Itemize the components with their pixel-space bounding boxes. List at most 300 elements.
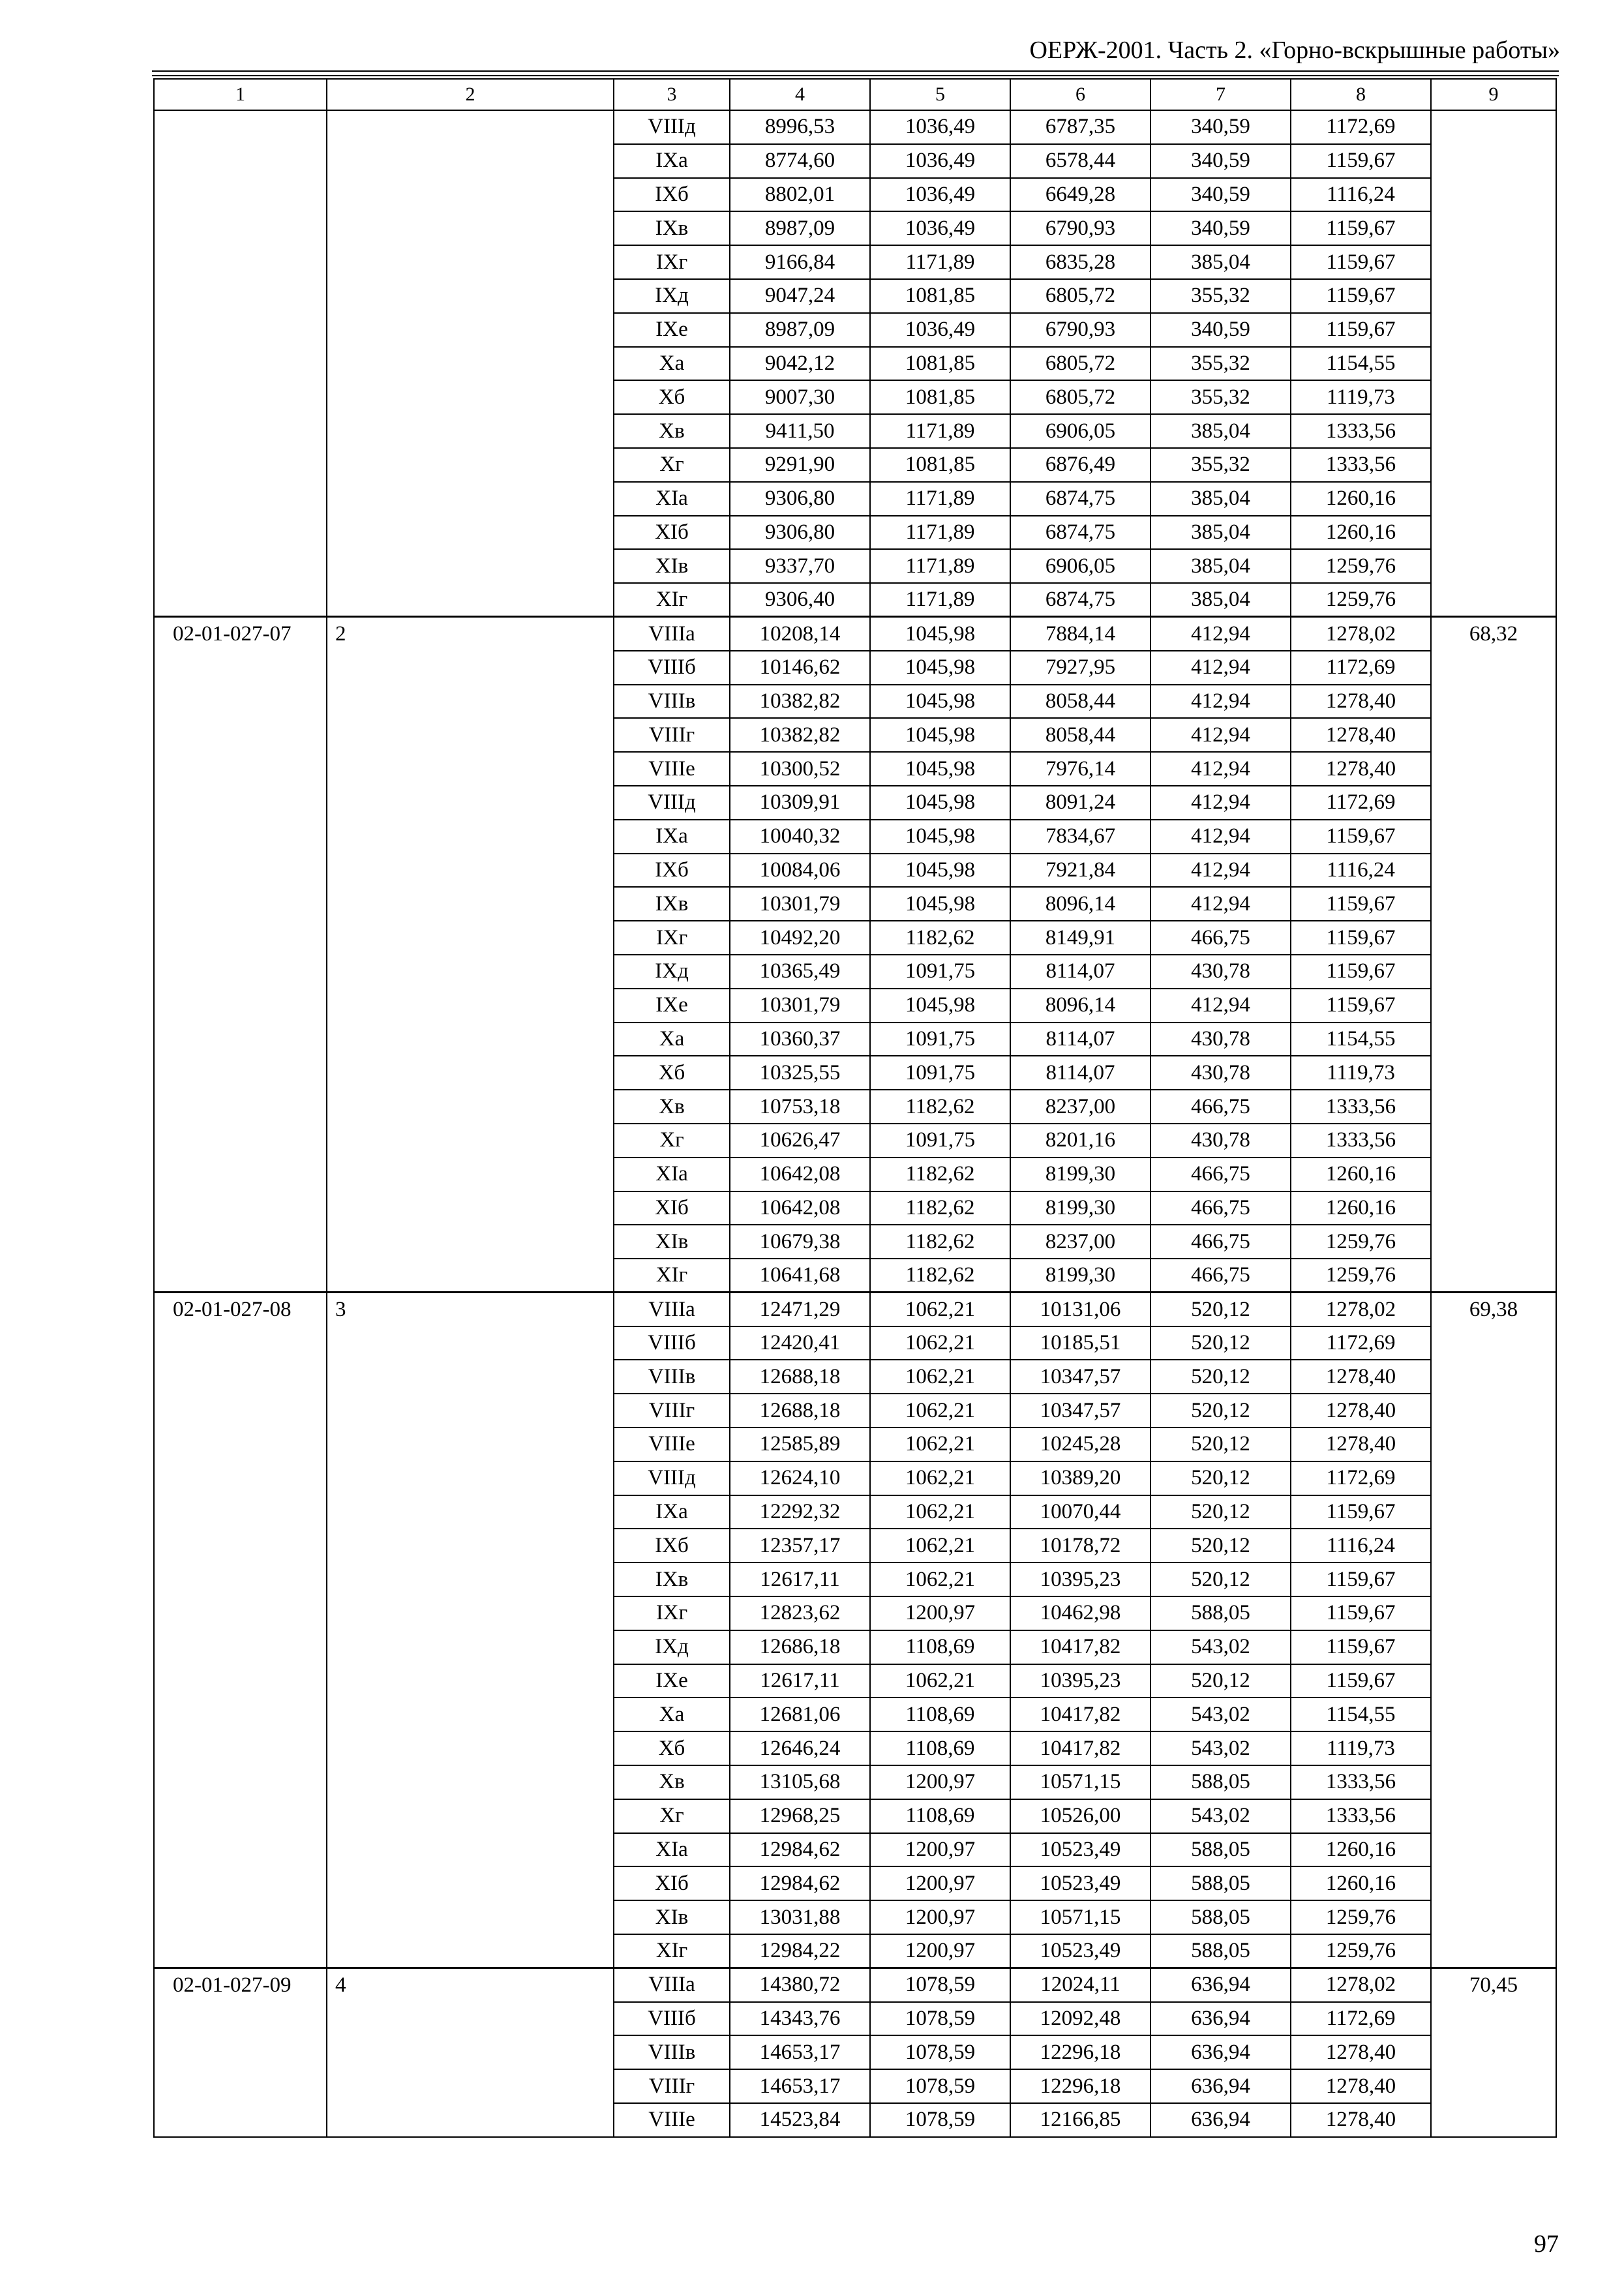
value-cell: 1062,21 (870, 1664, 1010, 1698)
value-cell: 430,78 (1150, 955, 1291, 989)
value-cell: 1171,89 (870, 482, 1010, 516)
value-cell: 10365,49 (730, 955, 870, 989)
value-cell: 10395,23 (1010, 1664, 1150, 1698)
value-cell: VIIIв (614, 1360, 730, 1394)
value-cell: 10347,57 (1010, 1394, 1150, 1428)
value-cell: 6874,75 (1010, 516, 1150, 550)
value-cell: IXб (614, 178, 730, 212)
value-cell: 1091,75 (870, 1023, 1010, 1056)
value-cell: VIIIв (614, 685, 730, 719)
value-cell: XIг (614, 1259, 730, 1293)
value-cell: IXд (614, 955, 730, 989)
value-cell: 10325,55 (730, 1056, 870, 1090)
value-cell: 1062,21 (870, 1461, 1010, 1495)
value-cell: 355,32 (1150, 448, 1291, 482)
value-cell: 543,02 (1150, 1698, 1291, 1731)
value-cell: 8199,30 (1010, 1191, 1150, 1225)
value-cell: 1062,21 (870, 1495, 1010, 1529)
value-cell: 1171,89 (870, 414, 1010, 448)
value-cell: 6805,72 (1010, 279, 1150, 313)
col9-cell: 70,45 (1431, 1968, 1556, 2137)
value-cell: 1333,56 (1291, 414, 1431, 448)
col2-cell: 4 (327, 1968, 614, 2137)
value-cell: XIг (614, 1934, 730, 1968)
value-cell: 1119,73 (1291, 1731, 1431, 1765)
value-cell: 1045,98 (870, 989, 1010, 1023)
value-cell: 8996,53 (730, 110, 870, 144)
value-cell: 14380,72 (730, 1968, 870, 2002)
value-cell: 1182,62 (870, 1191, 1010, 1225)
value-cell: 1259,76 (1291, 549, 1431, 583)
value-cell: 412,94 (1150, 786, 1291, 820)
value-cell: 8802,01 (730, 178, 870, 212)
value-cell: 10417,82 (1010, 1630, 1150, 1664)
value-cell: 12357,17 (730, 1529, 870, 1563)
value-cell: 6906,05 (1010, 414, 1150, 448)
value-cell: 1278,40 (1291, 718, 1431, 752)
value-cell: 340,59 (1150, 110, 1291, 144)
value-cell: 1108,69 (870, 1698, 1010, 1731)
value-cell: 520,12 (1150, 1664, 1291, 1698)
value-cell: 588,05 (1150, 1866, 1291, 1900)
value-cell: 1172,69 (1291, 110, 1431, 144)
value-cell: VIIIа (614, 617, 730, 651)
value-cell: 12092,48 (1010, 2002, 1150, 2036)
value-cell: 1159,67 (1291, 211, 1431, 245)
value-cell: 1159,67 (1291, 887, 1431, 921)
table-row (154, 110, 1556, 144)
value-cell: 9306,40 (730, 583, 870, 617)
value-cell: 1278,40 (1291, 1428, 1431, 1461)
value-cell: 1108,69 (870, 1630, 1010, 1664)
value-cell: 520,12 (1150, 1563, 1291, 1596)
value-cell: 385,04 (1150, 583, 1291, 617)
value-cell: 10040,32 (730, 820, 870, 854)
value-cell: 9042,12 (730, 347, 870, 381)
value-cell: Xг (614, 1799, 730, 1833)
value-cell: VIIIг (614, 718, 730, 752)
value-cell: 10178,72 (1010, 1529, 1150, 1563)
value-cell: IXа (614, 1495, 730, 1529)
value-cell: 1045,98 (870, 854, 1010, 888)
value-cell: Xв (614, 1090, 730, 1124)
value-cell: IXб (614, 854, 730, 888)
value-cell: 1091,75 (870, 955, 1010, 989)
value-cell: 10642,08 (730, 1158, 870, 1191)
value-cell: VIIIе (614, 2103, 730, 2137)
value-cell: 1159,67 (1291, 279, 1431, 313)
value-cell: 1091,75 (870, 1056, 1010, 1090)
value-cell: 1045,98 (870, 651, 1010, 685)
value-cell: 1333,56 (1291, 448, 1431, 482)
col9-cell: 69,38 (1431, 1293, 1556, 1968)
value-cell: 1045,98 (870, 887, 1010, 921)
value-cell: 12296,18 (1010, 2035, 1150, 2069)
value-cell: 14653,17 (730, 2035, 870, 2069)
value-cell: 520,12 (1150, 1495, 1291, 1529)
value-cell: XIв (614, 1225, 730, 1259)
value-cell: 1182,62 (870, 1158, 1010, 1191)
value-cell: 1278,40 (1291, 2103, 1431, 2137)
value-cell: 1081,85 (870, 279, 1010, 313)
value-cell: 1108,69 (870, 1731, 1010, 1765)
value-cell: 1333,56 (1291, 1124, 1431, 1158)
value-cell: 8237,00 (1010, 1225, 1150, 1259)
value-cell: 1062,21 (870, 1360, 1010, 1394)
value-cell: 10131,06 (1010, 1293, 1150, 1326)
value-cell: 1116,24 (1291, 178, 1431, 212)
value-cell: 9007,30 (730, 380, 870, 414)
value-cell: 1081,85 (870, 347, 1010, 381)
rate-code-cell: 02-01-027-07 (154, 617, 327, 1293)
value-cell: 1200,97 (870, 1596, 1010, 1630)
value-cell: 1159,67 (1291, 921, 1431, 955)
value-cell: 466,75 (1150, 921, 1291, 955)
value-cell: 8201,16 (1010, 1124, 1150, 1158)
value-cell: 1259,76 (1291, 1934, 1431, 1968)
value-cell: 1159,67 (1291, 1664, 1431, 1698)
value-cell: 1278,02 (1291, 1293, 1431, 1326)
value-cell: 6790,93 (1010, 211, 1150, 245)
value-cell: 520,12 (1150, 1428, 1291, 1461)
value-cell: 12681,06 (730, 1698, 870, 1731)
column-number-cell: 7 (1150, 79, 1291, 110)
value-cell: 10641,68 (730, 1259, 870, 1293)
value-cell: 10301,79 (730, 887, 870, 921)
col2-cell-empty (327, 110, 614, 617)
value-cell: 636,94 (1150, 2002, 1291, 2036)
value-cell: VIIIв (614, 2035, 730, 2069)
value-cell: IXб (614, 1529, 730, 1563)
value-cell: 1200,97 (870, 1934, 1010, 1968)
value-cell: 520,12 (1150, 1326, 1291, 1360)
value-cell: 1091,75 (870, 1124, 1010, 1158)
value-cell: 12024,11 (1010, 1968, 1150, 2002)
value-cell: 1172,69 (1291, 786, 1431, 820)
value-cell: 1159,67 (1291, 1563, 1431, 1596)
value-cell: 10382,82 (730, 685, 870, 719)
value-cell: 385,04 (1150, 245, 1291, 279)
value-cell: 12617,11 (730, 1664, 870, 1698)
value-cell: 520,12 (1150, 1394, 1291, 1428)
value-cell: 1200,97 (870, 1900, 1010, 1934)
value-cell: 1045,98 (870, 786, 1010, 820)
document-header: ОЕРЖ-2001. Часть 2. «Горно-вскрышные работы» (1029, 37, 1560, 64)
value-cell: 10245,28 (1010, 1428, 1150, 1461)
value-cell: 1045,98 (870, 752, 1010, 786)
value-cell: 1045,98 (870, 718, 1010, 752)
value-cell: 10208,14 (730, 617, 870, 651)
value-cell: 13031,88 (730, 1900, 870, 1934)
value-cell: 412,94 (1150, 685, 1291, 719)
value-cell: 1159,67 (1291, 989, 1431, 1023)
header-rule-double (152, 75, 1559, 76)
page-number: 97 (1534, 2230, 1559, 2258)
value-cell: 1278,40 (1291, 685, 1431, 719)
rates-table (153, 78, 1557, 2138)
value-cell: 14523,84 (730, 2103, 870, 2137)
value-cell: Xа (614, 1698, 730, 1731)
value-cell: 1172,69 (1291, 1326, 1431, 1360)
value-cell: 1171,89 (870, 245, 1010, 279)
value-cell: 12688,18 (730, 1394, 870, 1428)
value-cell: 1182,62 (870, 1225, 1010, 1259)
value-cell: 10523,49 (1010, 1866, 1150, 1900)
value-cell: 1182,62 (870, 1090, 1010, 1124)
value-cell: 466,75 (1150, 1090, 1291, 1124)
value-cell: 1171,89 (870, 583, 1010, 617)
column-number-cell: 5 (870, 79, 1010, 110)
value-cell: 7921,84 (1010, 854, 1150, 888)
value-cell: 466,75 (1150, 1158, 1291, 1191)
value-cell: 466,75 (1150, 1191, 1291, 1225)
value-cell: Xг (614, 448, 730, 482)
value-cell: 10395,23 (1010, 1563, 1150, 1596)
value-cell: 7884,14 (1010, 617, 1150, 651)
value-cell: Xа (614, 1023, 730, 1056)
value-cell: VIIIд (614, 110, 730, 144)
value-cell: 12688,18 (730, 1360, 870, 1394)
value-cell: 1278,02 (1291, 617, 1431, 651)
value-cell: 1278,40 (1291, 2069, 1431, 2103)
table-header (154, 79, 1556, 110)
value-cell: 8149,91 (1010, 921, 1150, 955)
value-cell: 12646,24 (730, 1731, 870, 1765)
value-cell: 1154,55 (1291, 1698, 1431, 1731)
value-cell: 8058,44 (1010, 685, 1150, 719)
value-cell: 1036,49 (870, 144, 1010, 178)
col9-cell-empty (1431, 110, 1556, 617)
value-cell: 1333,56 (1291, 1765, 1431, 1799)
value-cell: 1260,16 (1291, 482, 1431, 516)
value-cell: 12624,10 (730, 1461, 870, 1495)
value-cell: 1081,85 (870, 448, 1010, 482)
code-cell-empty (154, 110, 327, 617)
value-cell: 12296,18 (1010, 2069, 1150, 2103)
table-row (154, 1968, 1556, 2002)
value-cell: 6874,75 (1010, 482, 1150, 516)
value-cell: 1259,76 (1291, 1900, 1431, 1934)
table-row (154, 617, 1556, 651)
value-cell: 1045,98 (870, 820, 1010, 854)
column-number-cell: 8 (1291, 79, 1431, 110)
value-cell: Xб (614, 380, 730, 414)
value-cell: 8096,14 (1010, 887, 1150, 921)
value-cell: 1171,89 (870, 549, 1010, 583)
value-cell: 1078,59 (870, 2103, 1010, 2137)
col9-cell: 68,32 (1431, 617, 1556, 1293)
value-cell: 6805,72 (1010, 380, 1150, 414)
value-cell: 10417,82 (1010, 1731, 1150, 1765)
value-cell: 1154,55 (1291, 347, 1431, 381)
value-cell: 1260,16 (1291, 1866, 1431, 1900)
value-cell: 520,12 (1150, 1293, 1291, 1326)
value-cell: 10185,51 (1010, 1326, 1150, 1360)
value-cell: 6578,44 (1010, 144, 1150, 178)
value-cell: 9306,80 (730, 516, 870, 550)
value-cell: 7834,67 (1010, 820, 1150, 854)
value-cell: 340,59 (1150, 211, 1291, 245)
value-cell: 412,94 (1150, 989, 1291, 1023)
value-cell: 1081,85 (870, 380, 1010, 414)
value-cell: 1159,67 (1291, 1495, 1431, 1529)
value-cell: 10523,49 (1010, 1934, 1150, 1968)
value-cell: 14653,17 (730, 2069, 870, 2103)
value-cell: 10523,49 (1010, 1833, 1150, 1867)
value-cell: 412,94 (1150, 752, 1291, 786)
value-cell: 6835,28 (1010, 245, 1150, 279)
value-cell: 8987,09 (730, 211, 870, 245)
value-cell: 6876,49 (1010, 448, 1150, 482)
value-cell: 1172,69 (1291, 651, 1431, 685)
value-cell: 12292,32 (730, 1495, 870, 1529)
value-cell: 1062,21 (870, 1394, 1010, 1428)
value-cell: VIIIа (614, 1968, 730, 2002)
value-cell: Xв (614, 1765, 730, 1799)
value-cell: IXа (614, 144, 730, 178)
value-cell: 1259,76 (1291, 1259, 1431, 1293)
value-cell: 10382,82 (730, 718, 870, 752)
value-cell: VIIIг (614, 1394, 730, 1428)
value-cell: 1333,56 (1291, 1090, 1431, 1124)
value-cell: 1062,21 (870, 1529, 1010, 1563)
value-cell: Xв (614, 414, 730, 448)
value-cell: 355,32 (1150, 347, 1291, 381)
value-cell: VIIIе (614, 1428, 730, 1461)
value-cell: XIб (614, 516, 730, 550)
value-cell: 1278,40 (1291, 752, 1431, 786)
value-cell: 12984,62 (730, 1833, 870, 1867)
value-cell: 8199,30 (1010, 1158, 1150, 1191)
value-cell: 8114,07 (1010, 1056, 1150, 1090)
value-cell: 14343,76 (730, 2002, 870, 2036)
value-cell: 1260,16 (1291, 516, 1431, 550)
value-cell: 1159,67 (1291, 1630, 1431, 1664)
value-cell: 10492,20 (730, 921, 870, 955)
value-cell: 12686,18 (730, 1630, 870, 1664)
value-cell: 385,04 (1150, 414, 1291, 448)
header-rule (152, 70, 1559, 72)
value-cell: IXе (614, 1664, 730, 1698)
value-cell: VIIIб (614, 1326, 730, 1360)
value-cell: 1260,16 (1291, 1158, 1431, 1191)
value-cell: 1159,67 (1291, 313, 1431, 347)
value-cell: 1259,76 (1291, 1225, 1431, 1259)
value-cell: 636,94 (1150, 1968, 1291, 2002)
value-cell: VIIIд (614, 1461, 730, 1495)
value-cell: 12471,29 (730, 1293, 870, 1326)
value-cell: Xа (614, 347, 730, 381)
value-cell: 12585,89 (730, 1428, 870, 1461)
value-cell: VIIIа (614, 1293, 730, 1326)
table-body (154, 110, 1556, 2137)
value-cell: 430,78 (1150, 1056, 1291, 1090)
value-cell: XIв (614, 1900, 730, 1934)
value-cell: 8096,14 (1010, 989, 1150, 1023)
value-cell: 1172,69 (1291, 2002, 1431, 2036)
value-cell: VIIIе (614, 752, 730, 786)
value-cell: IXг (614, 921, 730, 955)
value-cell: IXв (614, 211, 730, 245)
value-cell: 1182,62 (870, 1259, 1010, 1293)
value-cell: Xб (614, 1056, 730, 1090)
value-cell: XIа (614, 1158, 730, 1191)
column-number-cell: 1 (154, 79, 327, 110)
value-cell: 1154,55 (1291, 1023, 1431, 1056)
value-cell: XIб (614, 1191, 730, 1225)
value-cell: 340,59 (1150, 144, 1291, 178)
value-cell: 10070,44 (1010, 1495, 1150, 1529)
value-cell: 12166,85 (1010, 2103, 1150, 2137)
value-cell: 8774,60 (730, 144, 870, 178)
col2-cell: 2 (327, 617, 614, 1293)
value-cell: 10753,18 (730, 1090, 870, 1124)
value-cell: 520,12 (1150, 1461, 1291, 1495)
value-cell: 1159,67 (1291, 245, 1431, 279)
value-cell: 6790,93 (1010, 313, 1150, 347)
value-cell: 1062,21 (870, 1326, 1010, 1360)
value-cell: VIIIб (614, 2002, 730, 2036)
value-cell: 1159,67 (1291, 955, 1431, 989)
value-cell: 10146,62 (730, 651, 870, 685)
value-cell: 12984,22 (730, 1934, 870, 1968)
value-cell: IXв (614, 887, 730, 921)
value-cell: 10679,38 (730, 1225, 870, 1259)
value-cell: 10462,98 (1010, 1596, 1150, 1630)
value-cell: 1172,69 (1291, 1461, 1431, 1495)
value-cell: 355,32 (1150, 279, 1291, 313)
value-cell: 1036,49 (870, 110, 1010, 144)
value-cell: 10417,82 (1010, 1698, 1150, 1731)
value-cell: 1200,97 (870, 1866, 1010, 1900)
value-cell: 1278,40 (1291, 1394, 1431, 1428)
value-cell: 412,94 (1150, 854, 1291, 888)
value-cell: 12968,25 (730, 1799, 870, 1833)
value-cell: 588,05 (1150, 1900, 1291, 1934)
column-number-cell: 2 (327, 79, 614, 110)
value-cell: 1045,98 (870, 685, 1010, 719)
value-cell: 1078,59 (870, 2002, 1010, 2036)
column-number-cell: 6 (1010, 79, 1150, 110)
value-cell: 430,78 (1150, 1023, 1291, 1056)
value-cell: 1045,98 (870, 617, 1010, 651)
value-cell: 9306,80 (730, 482, 870, 516)
value-cell: VIIIб (614, 651, 730, 685)
value-cell: 543,02 (1150, 1630, 1291, 1664)
value-cell: 9291,90 (730, 448, 870, 482)
value-cell: 1119,73 (1291, 380, 1431, 414)
value-cell: 1159,67 (1291, 1596, 1431, 1630)
value-cell: 385,04 (1150, 482, 1291, 516)
value-cell: 10300,52 (730, 752, 870, 786)
value-cell: 1036,49 (870, 211, 1010, 245)
value-cell: 588,05 (1150, 1833, 1291, 1867)
value-cell: 543,02 (1150, 1731, 1291, 1765)
value-cell: 1036,49 (870, 313, 1010, 347)
value-cell: 10389,20 (1010, 1461, 1150, 1495)
value-cell: 636,94 (1150, 2069, 1291, 2103)
value-cell: 10626,47 (730, 1124, 870, 1158)
value-cell: 1078,59 (870, 2035, 1010, 2069)
value-cell: 10301,79 (730, 989, 870, 1023)
value-cell: 8091,24 (1010, 786, 1150, 820)
value-cell: 1260,16 (1291, 1833, 1431, 1867)
value-cell: VIIIд (614, 786, 730, 820)
value-cell: 6787,35 (1010, 110, 1150, 144)
column-number-cell: 3 (614, 79, 730, 110)
value-cell: 9411,50 (730, 414, 870, 448)
col2-cell: 3 (327, 1293, 614, 1968)
